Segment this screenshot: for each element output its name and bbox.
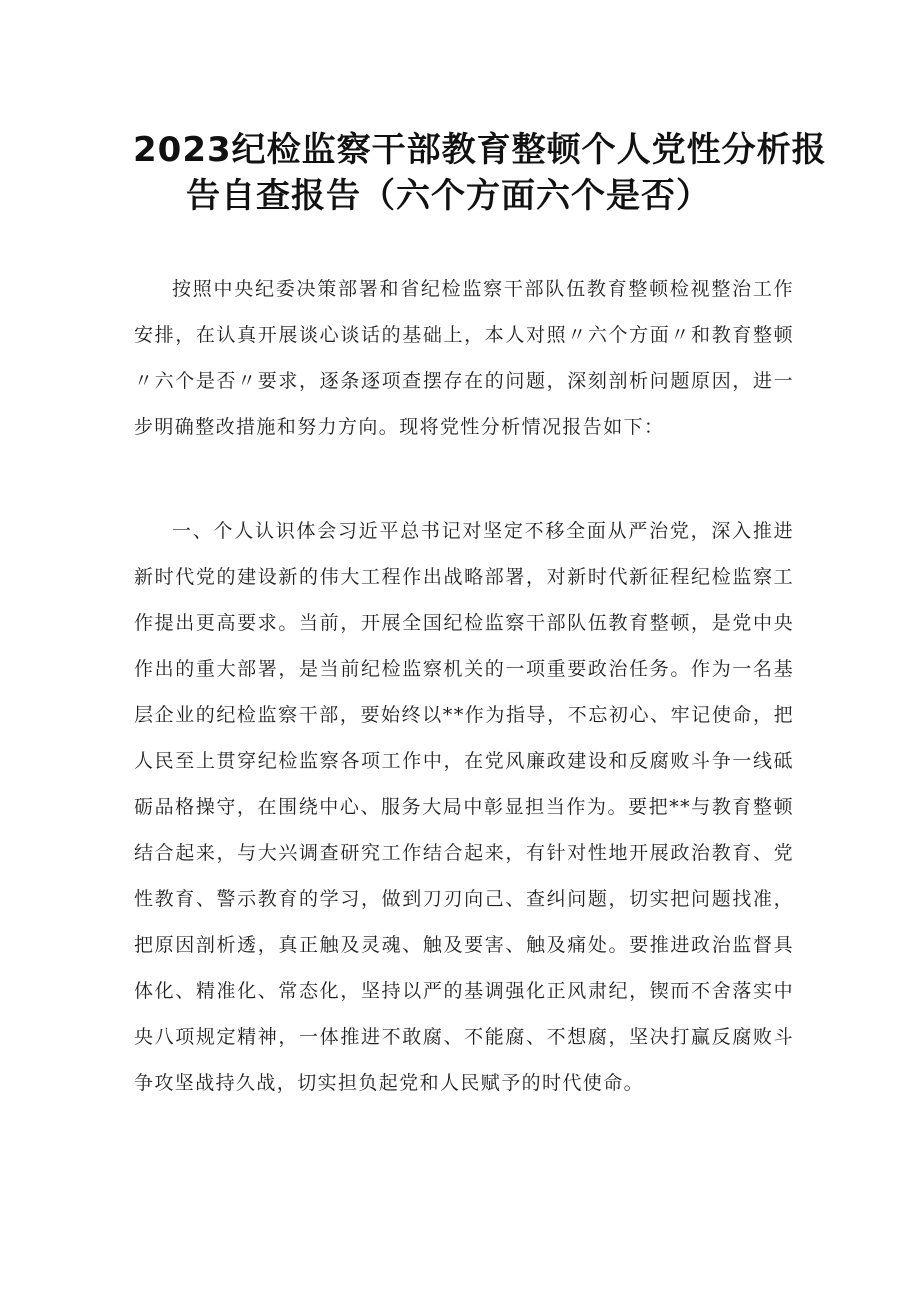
document-title-line-1: 2023纪检监察干部教育整顿个人党性分析报: [133, 130, 827, 170]
document-title-line-2: 告自查报告（六个方面六个是否）: [186, 176, 711, 216]
paragraph-section-1: 一、个人认识体会习近平总书记对坚定不移全面从严治党，深入推进新时代党的建设新的伟大工程作出战略部署，对新时代新征程纪检监察工作提出更高要求。当前，开展全国纪检监察干部队伍教育整顿，是党中央作出的重大部署，是当前纪检监察机关的一项重要政治任务。作为一名基层企业的纪检监察干部，要始终以**作为指导，不忘初心、牢记使命，把人民至上贯穿纪检监察各项工作中，在党风廉政建设和反腐败斗争一线砥砺品格操守，在围绕中心、服务大局中彰显担当作为。要把**与教育整顿结合起来，与大兴调查研究工作结合起来，有针对性地开展政治教育、党性教育、警示教育的学习，做到刀刃向己、查纠问题，切实把问题找准，把原因剖析透，真正触及灵魂、触及要害、触及痛处。要推进政治监督具体化、精准化、常态化，坚持以严的基调强化正风肃纪，锲而不舍落实中央八项规定精神，一体推进不敢腐、不能腐、不想腐，坚决打赢反腐败斗争攻坚战持久战，切实担负起党和人民赋予的时代使命。: [134, 520, 794, 1094]
paragraph-intro: 按照中央纪委决策部署和省纪检监察干部队伍教育整顿检视整治工作安排，在认真开展谈心谈话的基础上，本人对照〃六个方面〃和教育整顿〃六个是否〃要求，逐条逐项查摆存在的问题，深刻剖析问题原因，进一步明确整改措施和努力方向。现将党性分析情况报告如下：: [134, 278, 794, 438]
